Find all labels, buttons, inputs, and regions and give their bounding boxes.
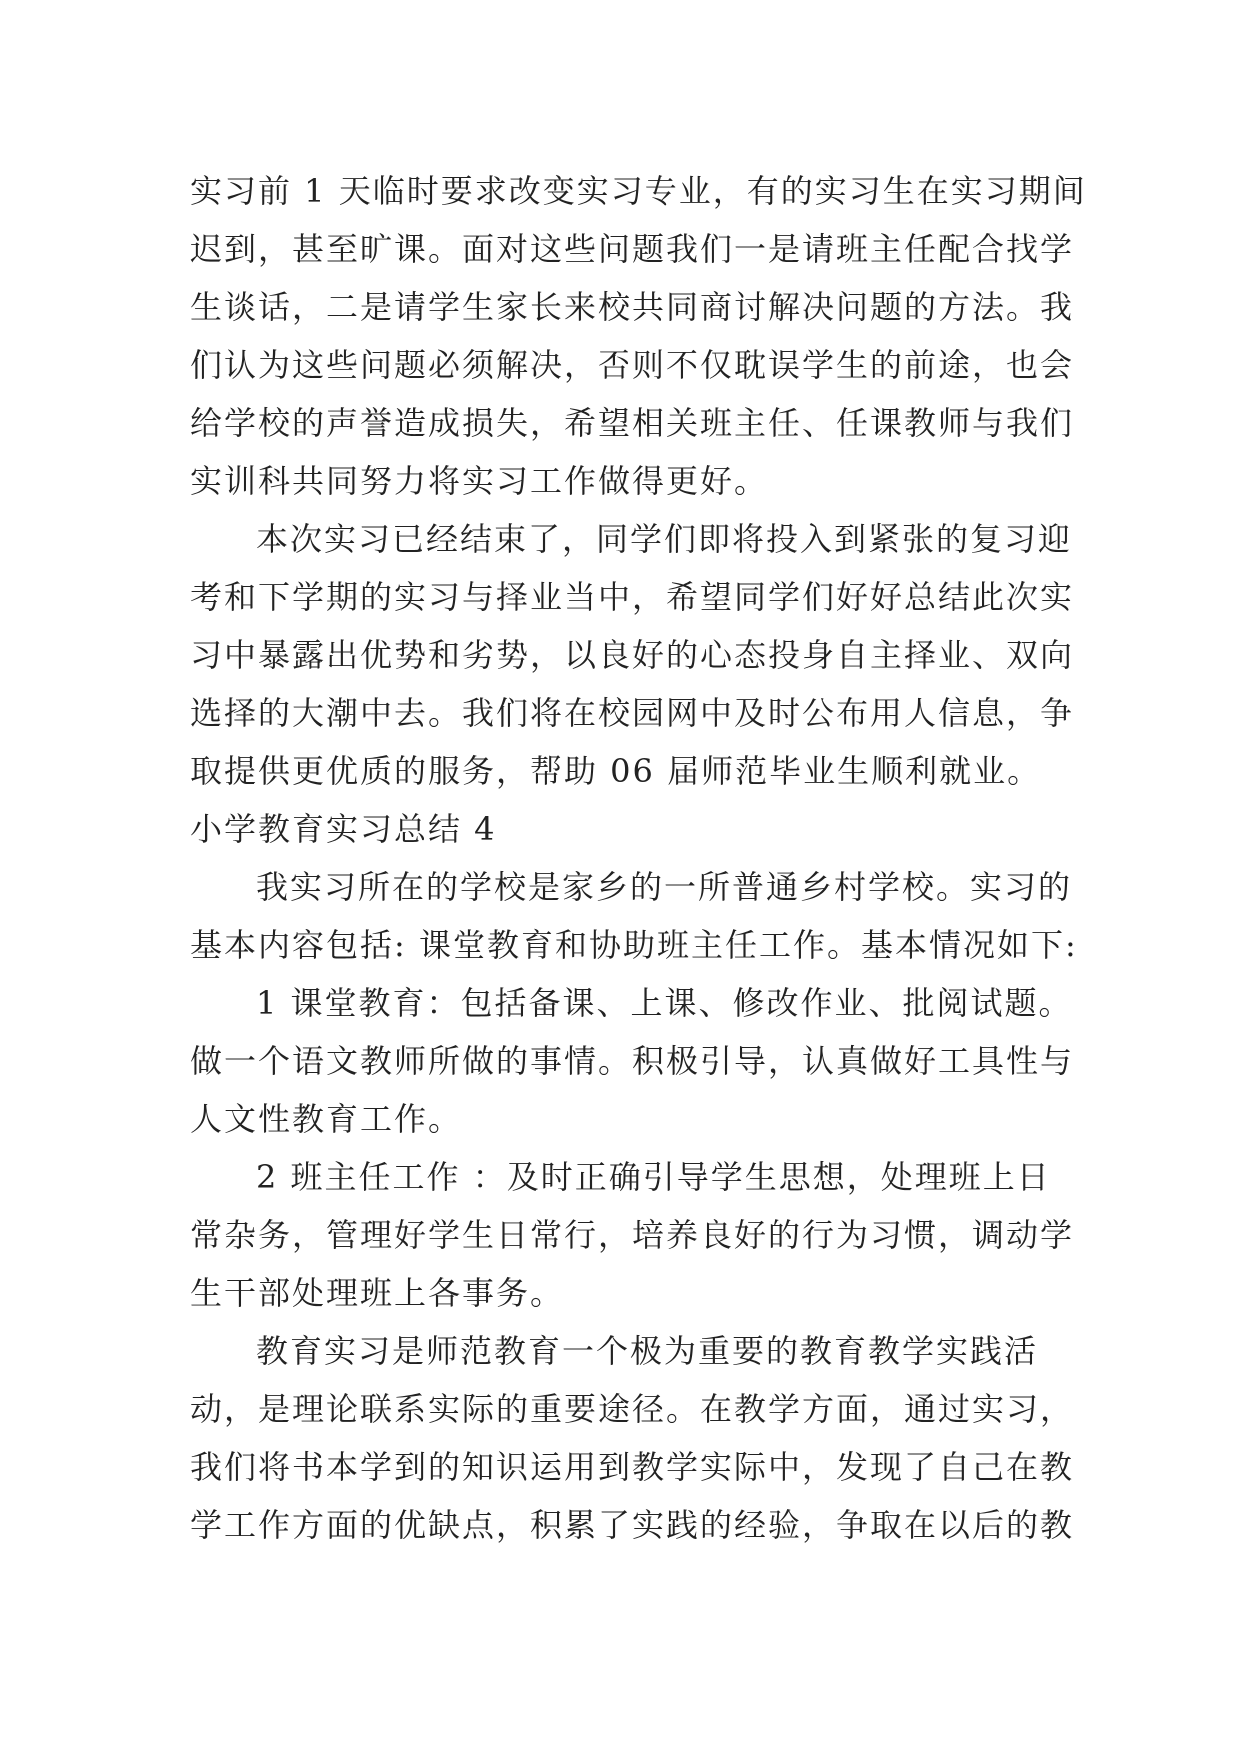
text-line: 我们将书本学到的知识运用到教学实际中，发现了自己在教 [190,1448,1075,1486]
text-line: 习中暴露出优势和劣势，以良好的心态投身自主择业、双向 [190,636,1075,674]
document-body [190,162,1087,1554]
text-line: 常杂务，管理好学生日常行，培养良好的行为习惯，调动学 [190,1216,1075,1254]
text-line: 基本内容包括: 课堂教育和协助班主任工作。基本情况如下: [190,926,1078,964]
text-line: 实习前 1 天临时要求改变实习专业，有的实习生在实习期间 [190,172,1087,210]
text-line: 人文性教育工作。 [190,1100,463,1138]
text-line: 实训科共同努力将实习工作做得更好。 [190,462,769,500]
text-line: 给学校的声誉造成损失，希望相关班主任、任课教师与我们 [190,404,1075,442]
paragraph-start-line: 我实习所在的学校是家乡的一所普通乡村学校。实习的 [256,868,1073,906]
paragraph-start-line: 教育实习是师范教育一个极为重要的教育教学实践活 [256,1332,1039,1370]
text-line: 学工作方面的优缺点，积累了实践的经验，争取在以后的教 [190,1506,1075,1544]
text-line: 选择的大潮中去。我们将在校园网中及时公布用人信息，争 [190,694,1075,732]
text-line: 考和下学期的实习与择业当中，希望同学们好好总结此次实 [190,578,1075,616]
text-line: 迟到，甚至旷课。面对这些问题我们一是请班主任配合找学 [190,230,1075,268]
paragraph-start-line: 本次实习已经结束了，同学们即将投入到紧张的复习迎 [256,520,1073,558]
text-line: 做一个语文教师所做的事情。积极引导，认真做好工具性与 [190,1042,1075,1080]
text-line: 们认为这些问题必须解决，否则不仅耽误学生的前途，也会 [190,346,1075,384]
text-line: 生干部处理班上各事务。 [190,1274,565,1312]
paragraph-start-line: 2 班主任工作 ：及时正确引导学生思想，处理班上日 [256,1158,1051,1196]
paragraph-start-line: 1 课堂教育：包括备课、上课、修改作业、批阅试题。 [256,984,1073,1022]
section-heading: 小学教育实习总结 4 [190,810,497,848]
text-line: 取提供更优质的服务，帮助 06 届师范毕业生顺利就业。 [190,752,1042,790]
text-line: 动，是理论联系实际的重要途径。在教学方面，通过实习， [190,1390,1075,1428]
text-line: 生谈话，二是请学生家长来校共同商讨解决问题的方法。我 [190,288,1075,326]
